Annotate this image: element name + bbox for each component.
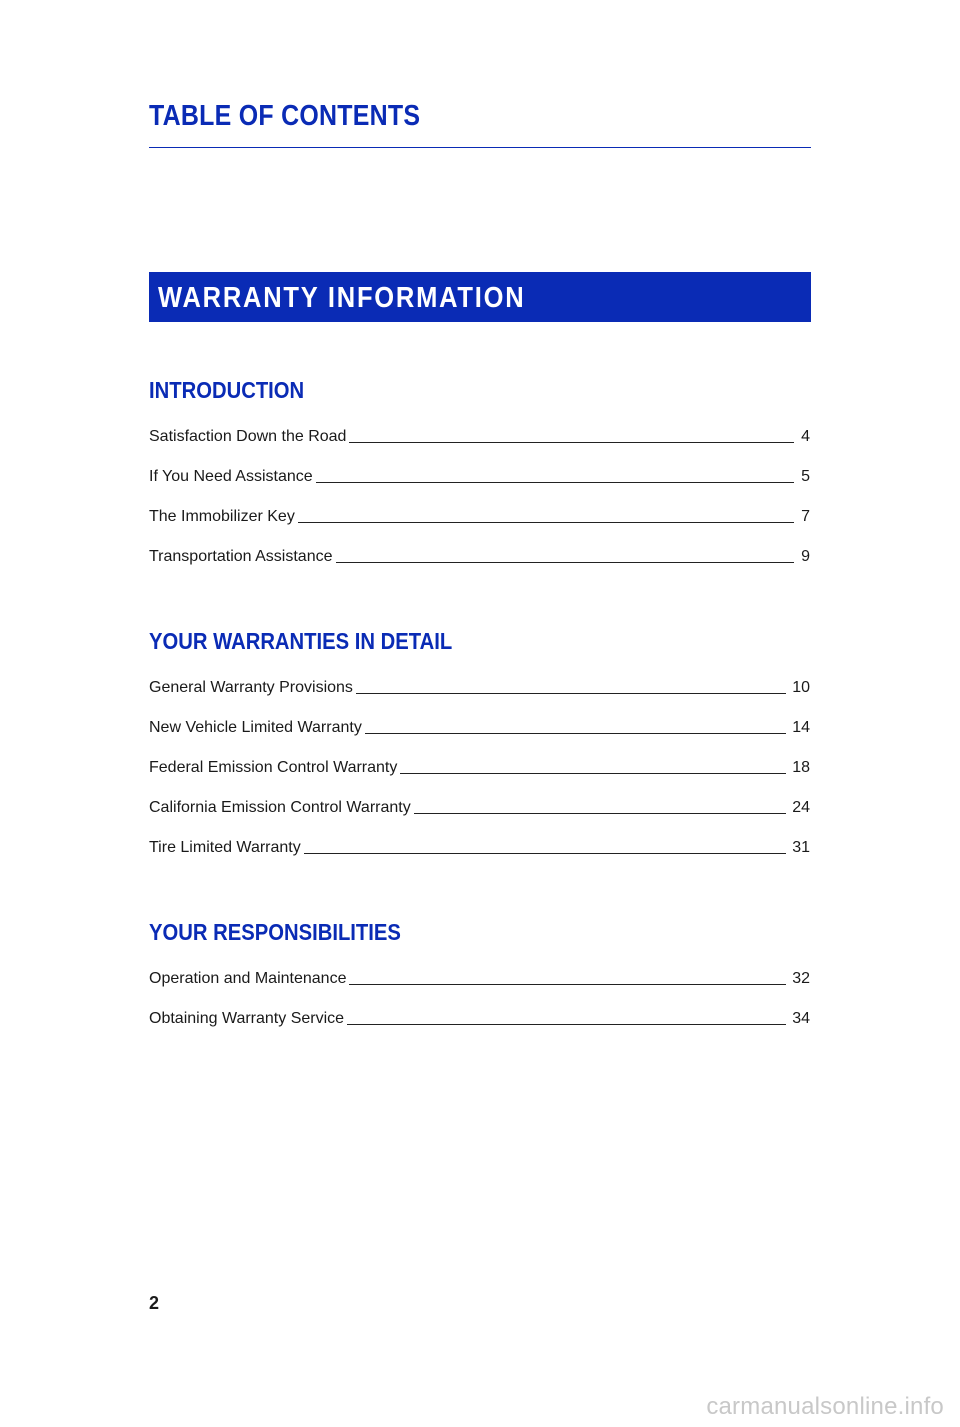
toc-entry-label: Federal Emission Control Warranty xyxy=(149,759,398,776)
toc-entry-label: Tire Limited Warranty xyxy=(149,839,301,856)
toc-entry-general-warranty-provisions[interactable] xyxy=(149,658,810,698)
warranty-information-banner xyxy=(149,272,811,322)
toc-entry-label: New Vehicle Limited Warranty xyxy=(149,719,362,736)
toc-entry-label: The Immobilizer Key xyxy=(149,508,295,525)
toc-entry-page: 9 xyxy=(801,548,810,565)
section-your-responsibilities xyxy=(149,919,810,1029)
section-heading: INTRODUCTION xyxy=(149,377,305,403)
toc-leader-line xyxy=(365,733,786,734)
toc-entry-page: 5 xyxy=(801,468,810,485)
toc-leader-line xyxy=(336,562,795,563)
toc-entry-label: Obtaining Warranty Service xyxy=(149,1010,345,1027)
toc-entry-satisfaction-down-the-road[interactable] xyxy=(149,407,810,447)
toc-entry-page: 34 xyxy=(792,1010,810,1027)
toc-entry-page: 10 xyxy=(792,679,810,696)
toc-leader-line xyxy=(349,984,786,985)
toc-entry-label: Satisfaction Down the Road xyxy=(149,428,347,445)
toc-entry-tire-limited-warranty[interactable] xyxy=(149,818,810,858)
toc-entry-operation-and-maintenance[interactable] xyxy=(149,949,810,989)
toc-leader-line xyxy=(304,853,786,854)
page-title: TABLE OF CONTENTS xyxy=(149,100,421,132)
banner-title: WARRANTY INFORMATION xyxy=(158,282,526,314)
toc-list xyxy=(149,407,810,567)
toc-entry-page: 24 xyxy=(792,799,810,816)
toc-entry-label: Operation and Maintenance xyxy=(149,970,347,987)
toc-entry-obtaining-warranty-service[interactable] xyxy=(149,989,810,1029)
page-number: 2 xyxy=(149,1293,160,1313)
toc-list xyxy=(149,949,810,1029)
section-heading: YOUR WARRANTIES IN DETAIL xyxy=(149,628,453,654)
toc-entry-label: General Warranty Provisions xyxy=(149,679,353,696)
toc-entry-if-you-need-assistance[interactable] xyxy=(149,447,810,487)
toc-entry-label: If You Need Assistance xyxy=(149,468,313,485)
toc-entry-california-emission-control-warranty[interactable] xyxy=(149,778,810,818)
toc-entry-label: Transportation Assistance xyxy=(149,548,333,565)
toc-entry-label: California Emission Control Warranty xyxy=(149,799,411,816)
title-divider xyxy=(149,147,811,148)
toc-entry-page: 4 xyxy=(801,428,810,445)
section-your-warranties-in-detail xyxy=(149,628,810,858)
section-introduction xyxy=(149,377,810,567)
section-heading: YOUR RESPONSIBILITIES xyxy=(149,919,401,945)
toc-entry-page: 32 xyxy=(792,970,810,987)
toc-leader-line xyxy=(400,773,786,774)
toc-entry-transportation-assistance[interactable] xyxy=(149,527,810,567)
toc-leader-line xyxy=(356,693,786,694)
toc-entry-the-immobilizer-key[interactable] xyxy=(149,487,810,527)
toc-entry-page: 14 xyxy=(792,719,810,736)
toc-entry-page: 18 xyxy=(792,759,810,776)
toc-entry-federal-emission-control-warranty[interactable] xyxy=(149,738,810,778)
toc-entry-new-vehicle-limited-warranty[interactable] xyxy=(149,698,810,738)
toc-leader-line xyxy=(316,482,794,483)
toc-entry-page: 31 xyxy=(792,839,810,856)
toc-list xyxy=(149,658,810,858)
toc-leader-line xyxy=(347,1024,786,1025)
toc-entry-page: 7 xyxy=(801,508,810,525)
toc-leader-line xyxy=(349,442,794,443)
toc-leader-line xyxy=(414,813,786,814)
toc-leader-line xyxy=(298,522,794,523)
watermark: carmanualsonline.info xyxy=(706,1393,944,1420)
